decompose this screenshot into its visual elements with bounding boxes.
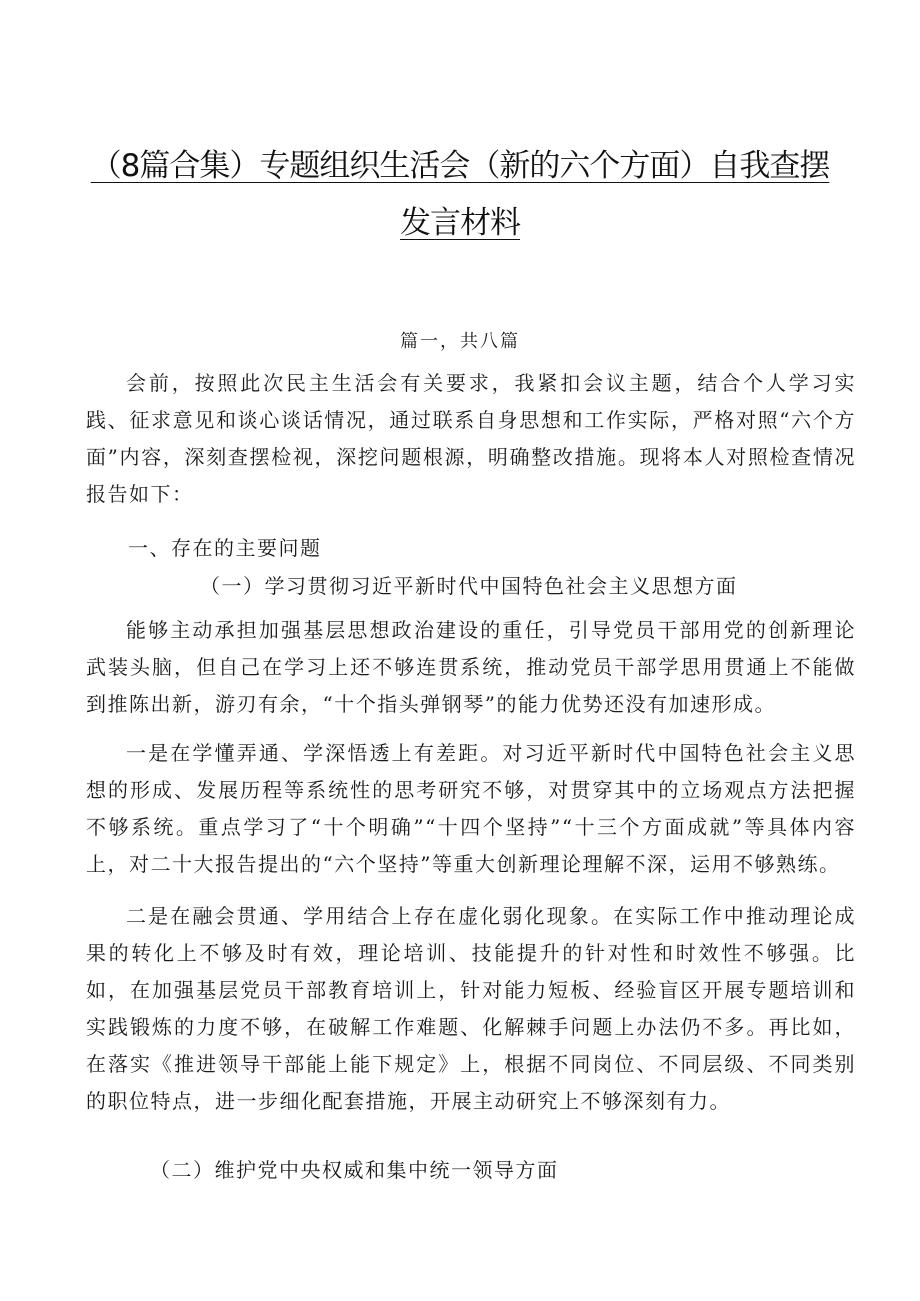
body-paragraph-2: 一是在学懂弄通、学深悟透上有差距。对习近平新时代中国特色社会主义思想的形成、发展历程等系统性的思考研究不够，对贯穿其中的立场观点方法把握不够系统。重点学习了“十个明确”“十四个坚持”“十三个方面成就”等具体内容上，对二十大报告提出的“六个坚持”等重大创新理论理解不深，运用不够熟练。 [86, 741, 856, 876]
subsection-heading-1: （一）学习贯彻习近平新时代中国特色社会主义思想方面 [200, 574, 738, 598]
subsection-heading-2: （二）维护党中央权威和集中统一领导方面 [150, 1158, 559, 1182]
intro-paragraph: 会前，按照此次民主生活会有关要求，我紧扣会议主题，结合个人学习实践、征求意见和谈心谈话情况，通过联系自身思想和工作实际，严格对照“六个方面”内容，深刻查摆检视，深挖问题根源，明确整改措施。现将本人对照检查情况报告如下： [86, 371, 856, 506]
article-number: 篇一，共八篇 [400, 331, 520, 352]
body-paragraph-1: 能够主动承担加强基层思想政治建设的重任，引导党员干部用党的创新理论武装头脑，但自己在学习上还不够连贯系统，推动党员干部学思用贯通上不能做到推陈出新，游刃有余，“十个指头弹钢琴”的能力优势还没有加速形成。 [86, 618, 856, 716]
document-title-line-1: （8篇合集）专题组织生活会（新的六个方面）自我查摆 [90, 148, 830, 184]
document-title-line-2: 发言材料 [400, 205, 520, 241]
section-heading: 一、存在的主要问题 [128, 536, 322, 560]
body-paragraph-3: 二是在融会贯通、学用结合上存在虚化弱化现象。在实际工作中推动理论成果的转化上不够及时有效，理论培训、技能提升的针对性和时效性不够强。比如，在加强基层党员干部教育培训上，针对能力短板、经验盲区开展专题培训和实践锻炼的力度不够，在破解工作难题、化解棘手问题上办法仍不多。再比如，在落实《推进领导干部能上能下规定》上，根据不同岗位、不同层级、不同类别的职位特点，进一步细化配套措施，开展主动研究上不够深刻有力。 [86, 904, 856, 1113]
